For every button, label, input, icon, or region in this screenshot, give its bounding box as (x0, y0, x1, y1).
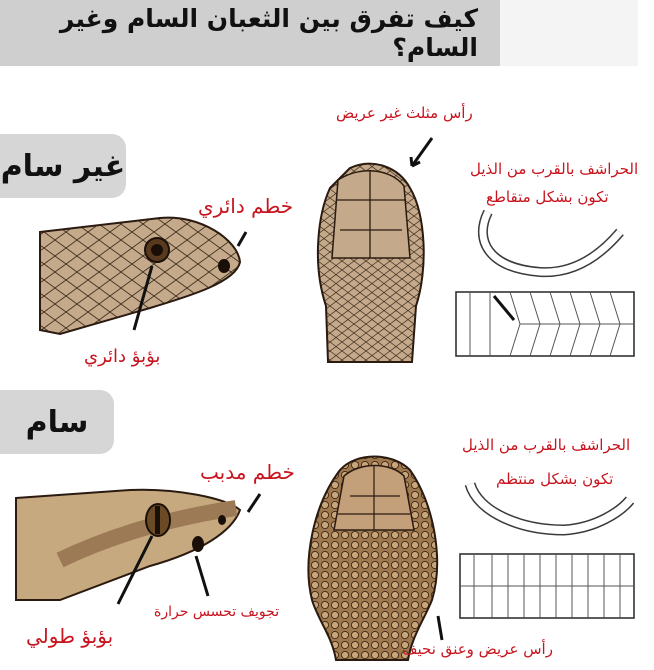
nostril (218, 259, 230, 273)
non-venomous-head-label: رأس مثلث غير عريض (336, 104, 473, 122)
non-venomous-pupil-label: بؤبؤ دائري (84, 346, 161, 367)
non-venomous-scales-label-2: تكون بشكل متقاطع (486, 188, 609, 206)
non-venomous-top-head (318, 164, 424, 362)
non-venomous-tail-scales (456, 212, 634, 356)
non-venomous-section-label: غير سام (0, 148, 126, 184)
venomous-scales-label-1: الحراشف بالقرب من الذيل (462, 436, 631, 454)
venomous-snout-label: خطم مدبب (200, 460, 295, 484)
venomous-head-label: رأس عريض وعنق نحيف (402, 640, 553, 658)
venomous-tail-scales (460, 484, 634, 618)
page-title: كيف تفرق بين الثعبان السام وغير السام؟ (59, 4, 478, 62)
round-pupil (151, 244, 163, 256)
venomous-section-label: سام (25, 404, 89, 440)
heat-pit (192, 536, 204, 552)
non-venomous-snout-label: خطم دائري (198, 194, 294, 218)
slit-pupil (155, 506, 160, 534)
venomous-pupil-label: بؤبؤ طولي (26, 624, 114, 648)
nostril (218, 515, 226, 525)
venomous-top-head (308, 457, 437, 661)
venomous-scales-label-2: تكون بشكل منتظم (496, 470, 614, 488)
non-venomous-side-head (40, 218, 240, 334)
non-venomous-scales-label-1: الحراشف بالقرب من الذيل (470, 160, 639, 178)
venomous-heat-pit-label: تجويف تحسس حرارة (154, 604, 280, 620)
